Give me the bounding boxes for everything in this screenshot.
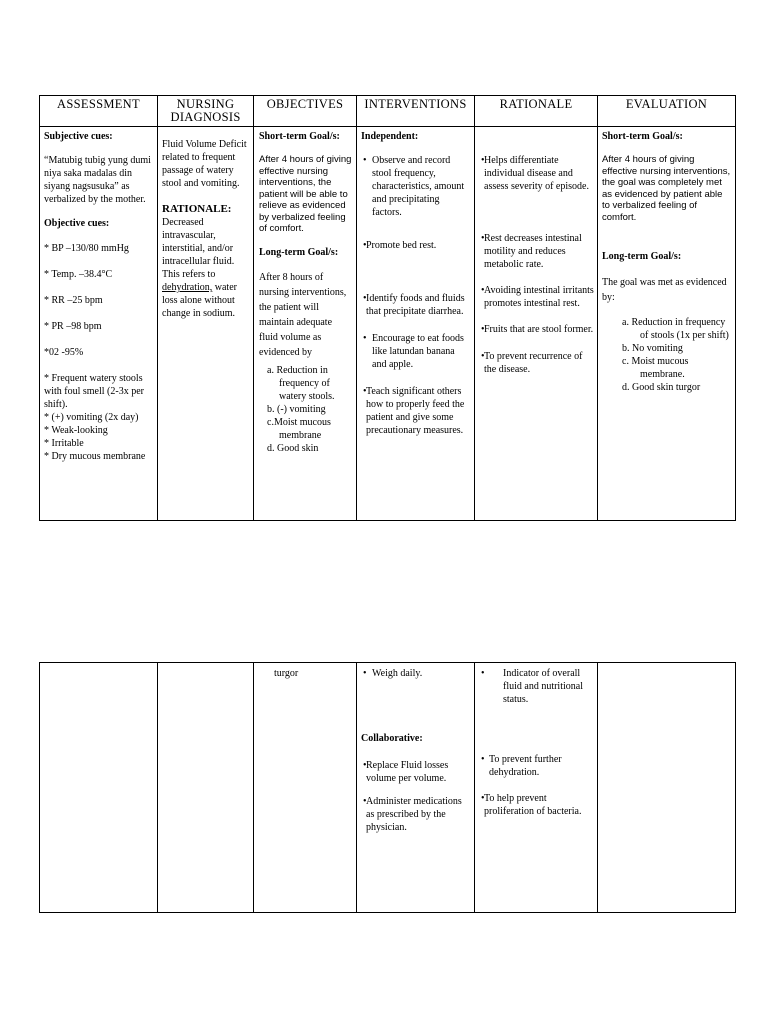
intervention-identify-foods: • Identify foods and fluids that precipitate diarrhea.	[361, 292, 471, 318]
evaluation-continued-cell	[598, 663, 736, 913]
rationale-avoid-irritants: • Avoiding intestinal irritants promotes intestinal rest.	[479, 284, 594, 310]
diagnosis-text: Fluid Volume Deficit related to frequent passage of watery stool and vomiting.	[162, 139, 247, 189]
rationale-continued-cell	[475, 663, 598, 913]
care-plan-table	[39, 95, 736, 521]
subjective-cues-label: Subjective cues:	[44, 131, 113, 142]
intervention-weigh-daily: • Weigh daily.	[361, 667, 471, 680]
evaluation-item-b: b. No vomiting	[622, 343, 683, 354]
rationale-rest: • Rest decreases intestinal motility and reduces metabolic rate.	[479, 232, 594, 271]
intervention-administer-meds: • Administer medications as prescribed by the physician.	[361, 795, 471, 834]
evaluation-item-a: a. Reduction in frequency of stools (1x per shift)	[622, 317, 729, 341]
cue-stools: * Frequent watery stools with foul smell (2-3x per shift).	[44, 373, 144, 410]
independent-label: Independent:	[361, 131, 419, 142]
header-rationale: RATIONALE	[475, 96, 598, 127]
rationale-fruits: • Fruits that are stool former.	[479, 323, 594, 336]
objectives-long-text: After 8 hours of nursing interventions, the patient will maintain adequate fluid volume as evidenced by	[259, 271, 347, 358]
rationale-prevent-recurrence: • To prevent recurrence of the disease.	[479, 350, 594, 376]
intervention-bed-rest: • Promote bed rest.	[361, 239, 471, 252]
intervention-teach: • Teach significant others how to properly feed the patient and give some precautionary measures.	[361, 385, 471, 437]
assessment-cell	[40, 127, 158, 521]
objective-continued-text: turgor	[274, 668, 299, 679]
dehydration-term: dehydration,	[162, 282, 213, 293]
vital-o2: *02 -95%	[44, 347, 84, 358]
diagnosis-rationale-label: RATIONALE:	[162, 203, 232, 215]
cue-vomiting: * (+) vomiting (2x day)	[44, 412, 139, 423]
objectives-long-label: Long-term Goal/s:	[259, 246, 339, 258]
subjective-cues-text: “Matubig tubig yung dumi niya saka madalas din siyang nagsusuka” as verbalized by the mother.	[44, 155, 151, 205]
vital-bp: * BP –130/80 mmHg	[44, 243, 129, 254]
header-interventions: INTERVENTIONS	[357, 96, 475, 127]
objective-item-d: d. Good skin	[267, 442, 319, 454]
rationale-indicator: • Indicator of overall fluid and nutritional status.	[479, 667, 594, 706]
evaluation-cell	[598, 127, 736, 521]
header-nursing-diagnosis: NURSING DIAGNOSIS	[158, 96, 254, 127]
header-evaluation: EVALUATION	[598, 96, 736, 127]
objectives-short-text: After 4 hours of giving effective nursing interventions, the patient will be able to relieve as evidenced by verbalized feeling of comfort.	[259, 154, 352, 234]
intervention-encourage-eat: • Encourage to eat foods like latundan banana and apple.	[361, 332, 471, 371]
interventions-continued-cell	[357, 663, 475, 913]
objectives-short-label: Short-term Goal/s:	[259, 131, 340, 142]
cue-dry-mucous: * Dry mucous membrane	[44, 451, 146, 462]
cue-weak: * Weak-looking	[44, 425, 108, 436]
header-objectives: OBJECTIVES	[254, 96, 357, 127]
diagnosis-rationale-text: Decreased intravascular, interstitial, and/or intracellular fluid. This refers to dehydration, water loss alone without change in sodium.	[162, 217, 237, 319]
objectives-continued-cell	[254, 663, 357, 913]
header-assessment: ASSESSMENT	[40, 96, 158, 127]
care-plan-continuation-table	[39, 662, 736, 913]
evaluation-short-label: Short-term Goal/s:	[602, 131, 683, 142]
interventions-cell	[357, 127, 475, 521]
objectives-cell	[254, 127, 357, 521]
rationale-cell	[475, 127, 598, 521]
objective-item-c: c.Moist mucous membrane	[267, 416, 331, 441]
objective-item-a: a. Reduction in frequency of watery stools.	[267, 364, 335, 402]
vital-pr: * PR –98 bpm	[44, 321, 102, 332]
diagnosis-continued-cell	[158, 663, 254, 913]
rationale-prevent-dehydration: • To prevent further dehydration.	[479, 753, 594, 779]
vital-rr: * RR –25 bpm	[44, 295, 103, 306]
evaluation-item-c: c. Moist mucous membrane.	[622, 356, 689, 380]
objective-item-b: b. (-) vomiting	[267, 403, 326, 415]
evaluation-long-text: The goal was met as evidenced by:	[602, 277, 727, 303]
header-row	[40, 96, 736, 127]
evaluation-item-d: d. Good skin turgor	[622, 382, 701, 393]
evaluation-short-text: After 4 hours of giving effective nursing interventions, the goal was completely met as evidenced by patient able to verbalized feeling of comfort.	[602, 154, 731, 223]
evaluation-long-label: Long-term Goal/s:	[602, 251, 682, 262]
intervention-replace-fluids: • Replace Fluid losses volume per volume.	[361, 759, 471, 785]
cue-irritable: * Irritable	[44, 438, 84, 449]
rationale-prevent-bacteria: • To help prevent proliferation of bacteria.	[479, 792, 594, 818]
nursing-diagnosis-cell	[158, 127, 254, 521]
collaborative-label: Collaborative:	[361, 733, 423, 744]
assessment-continued-cell	[40, 663, 158, 913]
vital-temp: * Temp. –38.4°C	[44, 269, 113, 280]
rationale-differentiate: • Helps differentiate individual disease and assess severity of episode.	[479, 154, 594, 193]
intervention-observe: • Observe and record stool frequency, characteristics, amount and precipitating factors.	[361, 154, 471, 219]
objective-cues-label: Objective cues:	[44, 218, 110, 229]
